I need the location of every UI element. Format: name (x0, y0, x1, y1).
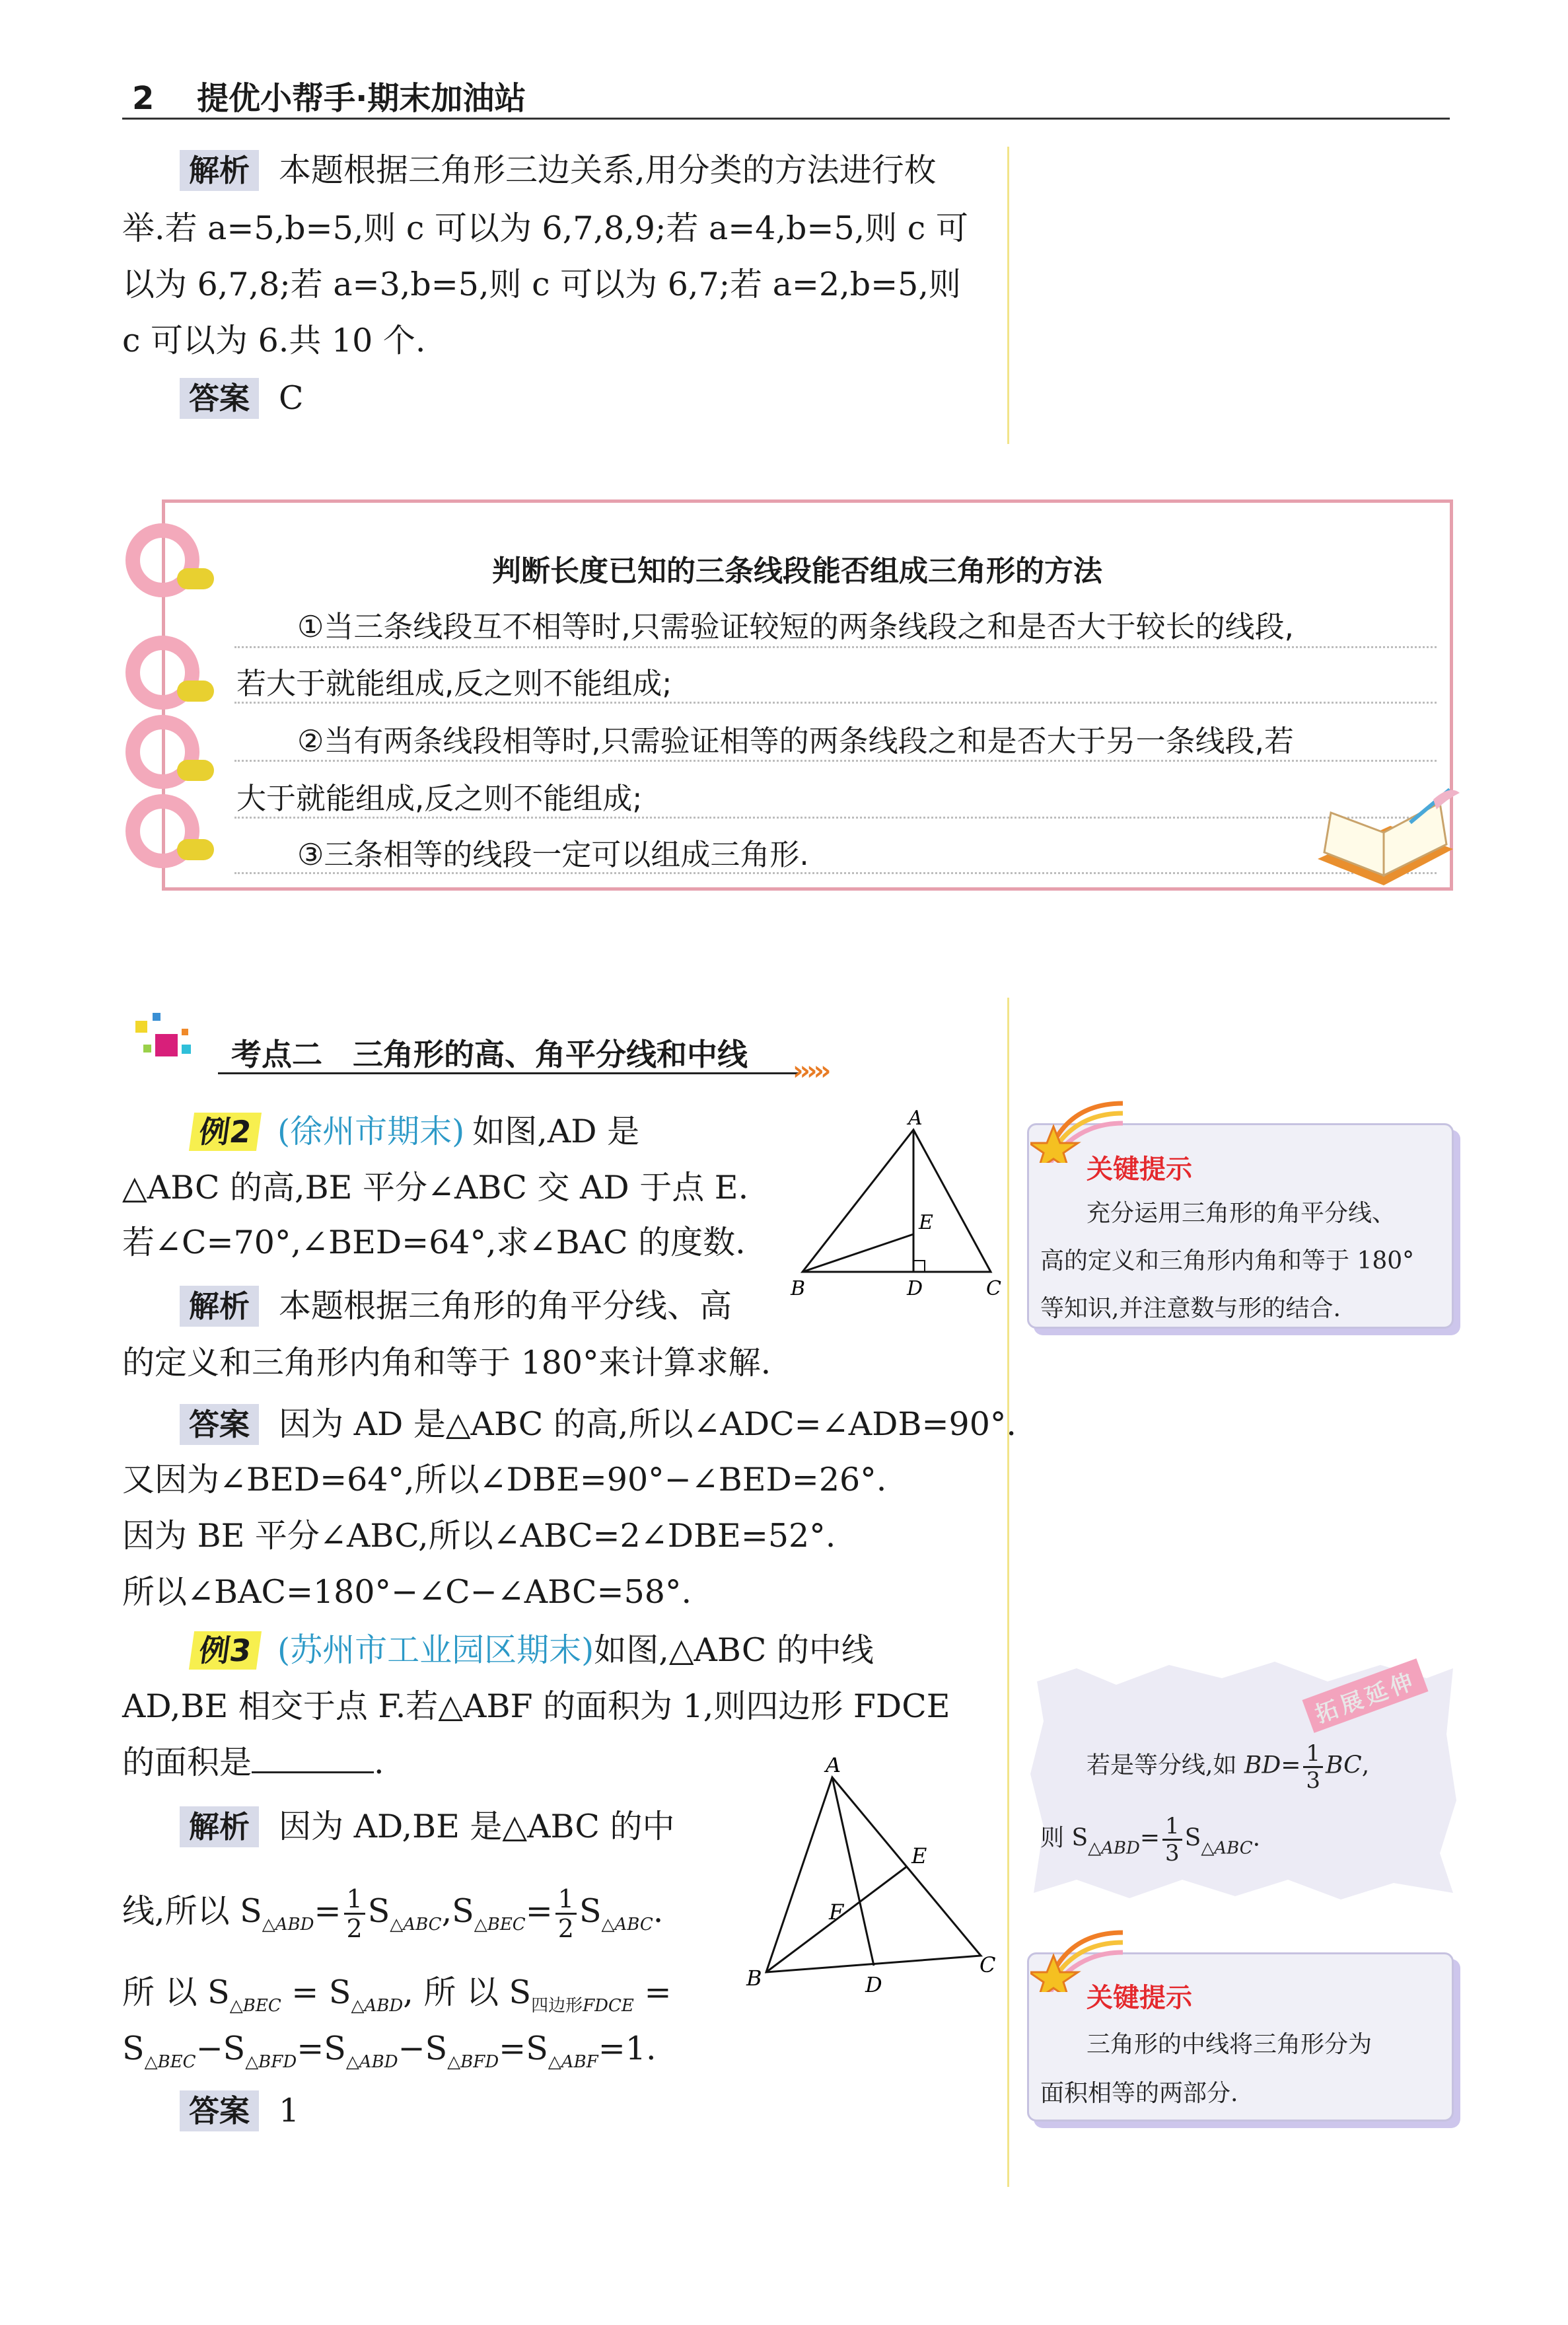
ex2-line-2: △ABC 的高,BE 平分∠ABC 交 AD 于点 E. (122, 1169, 749, 1206)
method-line-5: ③三条相等的线段一定可以组成三角形. (297, 837, 809, 872)
method-line-3: ②当有两条线段相等时,只需验证相等的两条线段之和是否大于另一条线段,若 (297, 723, 1294, 758)
label-c: C (980, 1952, 996, 1977)
ex3-analysis-3: 所 以 $S_{\triangle BEC} = S_{\triangle ABD}$, 所 以 $S_{四边形FDCE}$ = (122, 1974, 672, 2016)
ex3-source: (苏州市工业园区期末) (277, 1631, 594, 1669)
header-rule (122, 118, 1450, 120)
tip1-line-1: 充分运用三角形的角平分线、 (1087, 1200, 1396, 1227)
ex2-label: 例2 (189, 1113, 262, 1151)
analysis-label: 解析 (180, 1806, 259, 1847)
tip2-line-2: 面积相等的两部分. (1040, 2080, 1238, 2107)
answer-label: 答案 (180, 2090, 259, 2131)
key-tip-title-1: 关键提示 (1087, 1154, 1192, 1185)
ex2-analysis-2: 的定义和三角形内角和等于 180°来计算求解. (122, 1344, 771, 1382)
top-analysis-line-4: c 可以为 6.共 10 个. (122, 322, 426, 359)
page-number: 2 (132, 80, 155, 117)
label-e: E (911, 1843, 927, 1868)
top-analysis-line-2: 举.若 a=5,b=5,则 c 可以为 6,7,8,9;若 a=4,b=5,则 c 可 (122, 209, 968, 247)
tip1-line-2: 高的定义和三角形内角和等于 180° (1040, 1247, 1415, 1274)
ex3-answer (180, 2083, 299, 2139)
book-title: 提优小帮手·期末加油站 (197, 80, 526, 117)
label-a: A (826, 1757, 841, 1777)
ruled-line (234, 872, 1437, 874)
tip1-line-3: 等知识,并注意数与形的结合. (1040, 1295, 1341, 1322)
binder-hole-icon (177, 681, 214, 702)
ex2-answer-3: 因为 BE 平分∠ABC,所以∠ABC=2∠DBE=52°. (122, 1517, 836, 1555)
label-c: C (986, 1277, 1001, 1300)
extension-line-1: 若是等分线,如 BD= $\frac{1}{3}$ BC, (1087, 1740, 1370, 1794)
fraction: $\frac{1}{3}$ (1162, 1814, 1182, 1866)
analysis-label: 解析 (180, 150, 259, 191)
analysis-label: 解析 (180, 1286, 259, 1327)
ex3-line-1: 例3 (苏州市工业园区期末)如图,△ABC 的中线 (192, 1622, 874, 1679)
ex2-line-1: 例2 (徐州市期末) 如图,AD 是 (192, 1103, 639, 1160)
section-squares-icon (129, 1008, 208, 1074)
label-b: B (746, 1966, 762, 1991)
triangle-abc (766, 1777, 981, 1972)
column-divider-top (1007, 147, 1009, 444)
answer-label: 答案 (180, 1404, 259, 1445)
label-d: D (907, 1277, 923, 1300)
label-d: D (865, 1972, 882, 1997)
method-line-2: 若大于就能组成,反之则不能组成; (236, 666, 672, 701)
ex3-answer-value: 1 (279, 2092, 300, 2129)
ruled-line (234, 646, 1437, 648)
label-f: F (829, 1900, 844, 1925)
section-title: 考点二 三角形的高、角平分线和中线 (231, 1037, 748, 1072)
binder-hole-icon (177, 760, 214, 781)
label-b: B (791, 1277, 806, 1300)
answer-label: 答案 (180, 378, 259, 419)
ex3-line-3: 的面积是 . (122, 1744, 384, 1781)
method-line-4: 大于就能组成,反之则不能组成; (236, 781, 643, 816)
open-book-icon (1311, 786, 1463, 899)
ex3-line-2: AD,BE 相交于点 F.若△ABF 的面积为 1,则四边形 FDCE (122, 1687, 950, 1725)
extension-line-2: 则 $S_{\triangle ABD}=$ $\frac{1}{3}$ $S_{\triangle ABC}$. (1040, 1813, 1261, 1866)
ex3-label: 例3 (189, 1631, 262, 1670)
top-answer-value: C (279, 379, 304, 417)
ex2-answer-4: 所以∠BAC=180°−∠C−∠ABC=58°. (122, 1573, 692, 1611)
top-answer (180, 370, 304, 427)
triangle-abc (802, 1130, 991, 1272)
ruled-line (234, 702, 1437, 704)
fraction: $\frac{1}{3}$ (1303, 1741, 1323, 1793)
label-e: E (919, 1211, 933, 1234)
fraction: $\frac{1}{2}$ (555, 1885, 577, 1942)
right-angle-mark (913, 1261, 925, 1272)
method-title: 判断长度已知的三条线段能否组成三角形的方法 (492, 554, 1102, 588)
binder-hole-icon (177, 568, 214, 589)
column-divider (1007, 998, 1009, 2187)
ex3-analysis-4: $S_{\triangle BEC}-S_{\triangle BFD}=S_{\triangle ABD}-S_{\triangle BFD}=S_{\triangle ABF}=1$. (122, 2030, 657, 2072)
ex2-analysis-1: 解析 本题根据三角形的角平分线、高 (180, 1278, 732, 1335)
ruled-line (234, 760, 1437, 762)
bisector-be (802, 1234, 913, 1272)
fraction: $\frac{1}{2}$ (344, 1885, 365, 1942)
key-tip-title-2: 关键提示 (1087, 1983, 1192, 2013)
ex2-triangle-figure (789, 1110, 1007, 1302)
answer-blank (252, 1745, 374, 1773)
ex2-answer-2: 又因为∠BED=64°,所以∠DBE=90°−∠BED=26°. (122, 1461, 887, 1498)
median-ad (832, 1777, 874, 1966)
tip2-line-1: 三角形的中线将三角形分为 (1087, 2031, 1372, 2058)
ex3-analysis-2: 线,所以 $S_{\triangle ABD}=$ $\frac{1}{2}$ $S_{\triangle ABC},S_{\triangle BEC}=$ $\frac{1}{2}$ $S_{\triangle ABC}$. (122, 1884, 664, 1943)
top-analysis-line-1: 解析 本题根据三角形三边关系,用分类的方法进行枚 (180, 142, 937, 199)
ex2-answer-1: 答案 因为 AD 是△ABC 的高,所以∠ADC=∠ADB=90°. (180, 1396, 1016, 1453)
ex3-triangle-figure (743, 1757, 1007, 2009)
ruled-line (234, 817, 1437, 819)
extension-tag: 拓展延伸 (1302, 1658, 1428, 1733)
double-arrow-icon: ››››› (793, 1056, 828, 1086)
section-rule (218, 1072, 799, 1074)
top-analysis-line-3: 以为 6,7,8;若 a=3,b=5,则 c 可以为 6,7;若 a=2,b=5,则 (122, 266, 961, 303)
ex2-line-3: 若∠C=70°,∠BED=64°,求∠BAC 的度数. (122, 1224, 746, 1261)
label-a: A (908, 1110, 923, 1130)
ex2-source: (徐州市期末) (277, 1113, 465, 1150)
ex3-analysis-1: 解析 因为 AD,BE 是△ABC 的中 (180, 1798, 675, 1855)
page-header (132, 73, 526, 118)
method-line-1: ①当三条线段互不相等时,只需验证较短的两条线段之和是否大于较长的线段, (297, 609, 1294, 644)
binder-hole-icon (177, 839, 214, 860)
